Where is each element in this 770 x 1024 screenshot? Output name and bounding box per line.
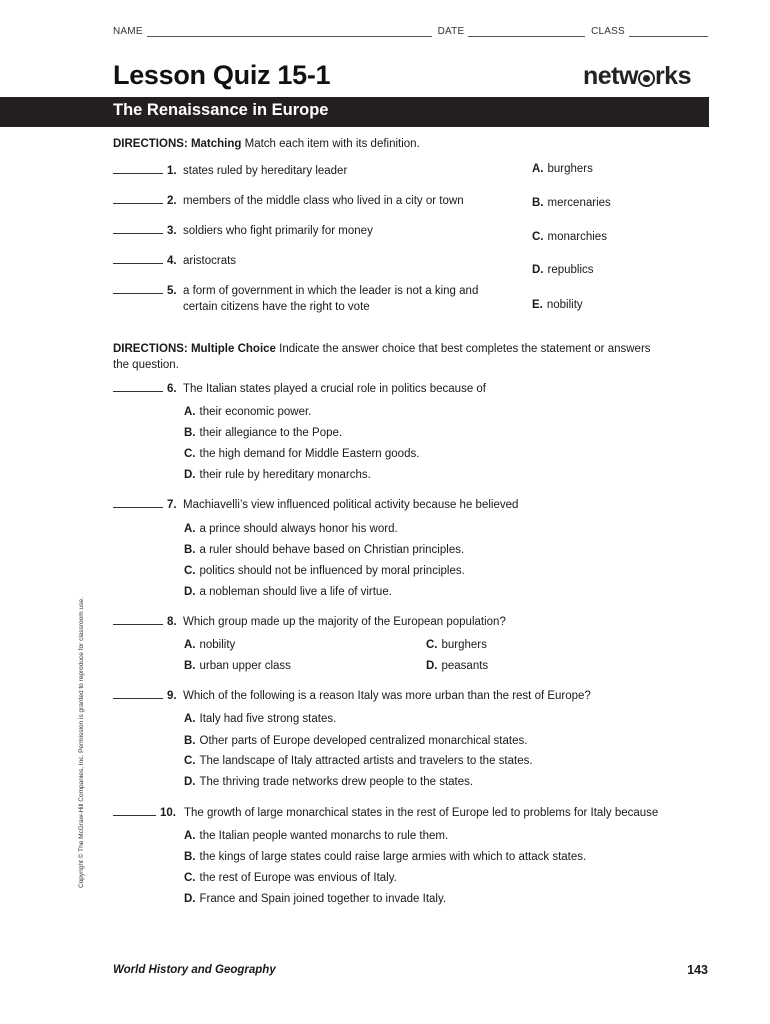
copyright-notice: Copyright © The McGraw-Hill Companies, Inc. Permission is granted to reproduce for classroom use. xyxy=(78,597,85,888)
option-text: politics should not be influenced by moral principles. xyxy=(199,565,465,577)
option-b xyxy=(184,425,342,441)
answer-blank[interactable] xyxy=(113,688,163,699)
option-text: The thriving trade networks drew people to the states. xyxy=(199,776,474,788)
choice-letter: C. xyxy=(532,231,544,243)
option-a xyxy=(184,521,398,537)
item-text xyxy=(183,283,478,315)
question-8 xyxy=(113,614,506,630)
question-text: Which of the following is a reason Italy was more urban than the rest of Europe? xyxy=(183,690,591,702)
question-10 xyxy=(113,805,658,821)
option-c xyxy=(184,563,465,579)
matching-choice-c xyxy=(532,231,607,243)
question-number: 10. xyxy=(160,807,176,819)
item-number: 1. xyxy=(167,165,177,177)
option-c xyxy=(184,753,533,769)
option-letter: D. xyxy=(184,586,196,598)
matching-choice-e xyxy=(532,299,583,311)
option-text: the high demand for Middle Eastern goods. xyxy=(199,448,420,460)
option-letter: C. xyxy=(426,639,438,651)
item-number: 5. xyxy=(167,285,177,297)
answer-blank[interactable] xyxy=(113,381,163,392)
item-number: 3. xyxy=(167,225,177,237)
option-text: Italy had five strong states. xyxy=(199,713,337,725)
matching-directions xyxy=(113,136,420,152)
directions-text: Indicate the answer choice that best completes the statement or answers xyxy=(279,343,651,355)
option-text: urban upper class xyxy=(199,660,291,672)
matching-item-5 xyxy=(113,283,478,315)
option-text: their allegiance to the Pope. xyxy=(199,427,343,439)
directions-label: DIRECTIONS: xyxy=(113,138,188,150)
choice-text: mercenaries xyxy=(547,197,611,209)
option-c xyxy=(184,446,419,462)
name-field[interactable] xyxy=(147,27,432,37)
option-letter: C. xyxy=(184,872,196,884)
option-letter: D. xyxy=(426,660,438,672)
date-field[interactable] xyxy=(468,27,585,37)
option-text: France and Spain joined together to invade Italy. xyxy=(199,893,447,905)
option-d xyxy=(184,891,446,907)
matching-item-4 xyxy=(113,253,236,269)
student-info-line xyxy=(113,26,708,37)
option-d xyxy=(184,467,371,483)
item-text-line-1: a form of government in which the leader is not a king and xyxy=(183,285,479,297)
question-text: Which group made up the majority of the European population? xyxy=(183,616,506,628)
page-number: 143 xyxy=(687,963,708,977)
matching-choice-a xyxy=(532,163,593,175)
option-b xyxy=(184,658,291,674)
multiple-choice-directions xyxy=(113,341,693,373)
item-number: 4. xyxy=(167,255,177,267)
name-label: NAME xyxy=(113,26,143,37)
option-letter: B. xyxy=(184,427,196,439)
matching-item-1 xyxy=(113,163,347,179)
option-text: their economic power. xyxy=(199,406,312,418)
matching-choice-b xyxy=(532,197,611,209)
answer-blank[interactable] xyxy=(113,614,163,625)
networks-logo xyxy=(583,62,691,91)
section-title: The Renaissance in Europe xyxy=(113,101,329,119)
question-number: 8. xyxy=(167,616,177,628)
option-letter: D. xyxy=(184,776,196,788)
answer-blank[interactable] xyxy=(113,805,156,816)
answer-blank[interactable] xyxy=(113,193,163,204)
item-number: 2. xyxy=(167,195,177,207)
directions-type: Multiple Choice xyxy=(190,343,276,355)
matching-choice-d xyxy=(532,264,594,276)
option-a xyxy=(184,637,235,653)
option-text: a ruler should behave based on Christian principles. xyxy=(199,544,465,556)
option-letter: B. xyxy=(184,851,196,863)
book-title: World History and Geography xyxy=(113,964,276,976)
choice-text: burghers xyxy=(547,163,593,175)
question-number: 7. xyxy=(167,499,177,511)
option-b xyxy=(184,542,464,558)
choice-text: monarchies xyxy=(547,231,607,243)
logo-circle-icon xyxy=(638,70,655,87)
option-letter: C. xyxy=(184,755,196,767)
option-text: their rule by hereditary monarchs. xyxy=(199,469,371,481)
choice-text: republics xyxy=(547,264,594,276)
option-a xyxy=(184,828,448,844)
option-text: the Italian people wanted monarchs to rule them. xyxy=(199,830,449,842)
directions-type: Matching xyxy=(190,138,242,150)
option-text: a prince should always honor his word. xyxy=(199,523,398,535)
section-title-bar xyxy=(0,97,709,127)
option-letter: A. xyxy=(184,639,196,651)
option-text: the rest of Europe was envious of Italy. xyxy=(199,872,397,884)
answer-blank[interactable] xyxy=(113,223,163,234)
option-text: Other parts of Europe developed centralized monarchical states. xyxy=(199,735,528,747)
option-letter: B. xyxy=(184,544,196,556)
option-c xyxy=(184,870,397,886)
directions-text-line-2: the question. xyxy=(113,359,179,371)
choice-letter: E. xyxy=(532,299,543,311)
question-text: The Italian states played a crucial role in politics because of xyxy=(183,383,486,395)
option-b xyxy=(184,733,527,749)
choice-letter: A. xyxy=(532,163,544,175)
question-6 xyxy=(113,381,486,397)
option-d xyxy=(184,774,473,790)
answer-blank[interactable] xyxy=(113,283,163,294)
quiz-title: Lesson Quiz 15-1 xyxy=(113,60,331,90)
option-letter: B. xyxy=(184,735,196,747)
item-text: members of the middle class who lived in a city or town xyxy=(183,195,464,207)
item-text: aristocrats xyxy=(183,255,237,267)
matching-item-2 xyxy=(113,193,464,209)
option-a xyxy=(184,711,336,727)
question-number: 6. xyxy=(167,383,177,395)
question-text: The growth of large monarchical states in the rest of Europe led to problems for Italy because xyxy=(184,807,659,819)
option-text: burghers xyxy=(441,639,487,651)
option-text: a nobleman should live a life of virtue. xyxy=(199,586,392,598)
option-letter: A. xyxy=(184,830,196,842)
class-field[interactable] xyxy=(629,27,708,37)
option-c xyxy=(426,637,487,653)
item-text: states ruled by hereditary leader xyxy=(183,165,348,177)
option-text: the kings of large states could raise large armies with which to attack states. xyxy=(199,851,587,863)
option-letter: C. xyxy=(184,448,196,460)
choice-text: nobility xyxy=(546,299,583,311)
option-text: The landscape of Italy attracted artists and travelers to the states. xyxy=(199,755,533,767)
item-text-line-2: certain citizens have the right to vote xyxy=(183,301,370,313)
option-letter: A. xyxy=(184,406,196,418)
logo-text-start: netw xyxy=(583,62,638,90)
question-9 xyxy=(113,688,591,704)
option-letter: C. xyxy=(184,565,196,577)
choice-letter: B. xyxy=(532,197,544,209)
choice-letter: D. xyxy=(532,264,544,276)
answer-blank[interactable] xyxy=(113,163,163,174)
option-d xyxy=(184,584,392,600)
option-letter: D. xyxy=(184,893,196,905)
option-letter: A. xyxy=(184,713,196,725)
question-7 xyxy=(113,497,518,513)
option-letter: A. xyxy=(184,523,196,535)
answer-blank[interactable] xyxy=(113,497,163,508)
option-text: peasants xyxy=(441,660,489,672)
class-label: CLASS xyxy=(591,26,625,37)
answer-blank[interactable] xyxy=(113,253,163,264)
option-a xyxy=(184,404,311,420)
question-text: Machiavelli’s view influenced political activity because he believed xyxy=(183,499,519,511)
matching-item-3 xyxy=(113,223,373,239)
date-label: DATE xyxy=(437,26,465,37)
option-letter: B. xyxy=(184,660,196,672)
option-letter: D. xyxy=(184,469,196,481)
option-d xyxy=(426,658,488,674)
option-text: nobility xyxy=(199,639,236,651)
directions-text: Match each item with its definition. xyxy=(244,138,420,150)
item-text: soldiers who fight primarily for money xyxy=(183,225,373,237)
directions-label: DIRECTIONS: xyxy=(113,343,188,355)
option-b xyxy=(184,849,586,865)
logo-text-end: rks xyxy=(654,62,691,90)
question-number: 9. xyxy=(167,690,177,702)
